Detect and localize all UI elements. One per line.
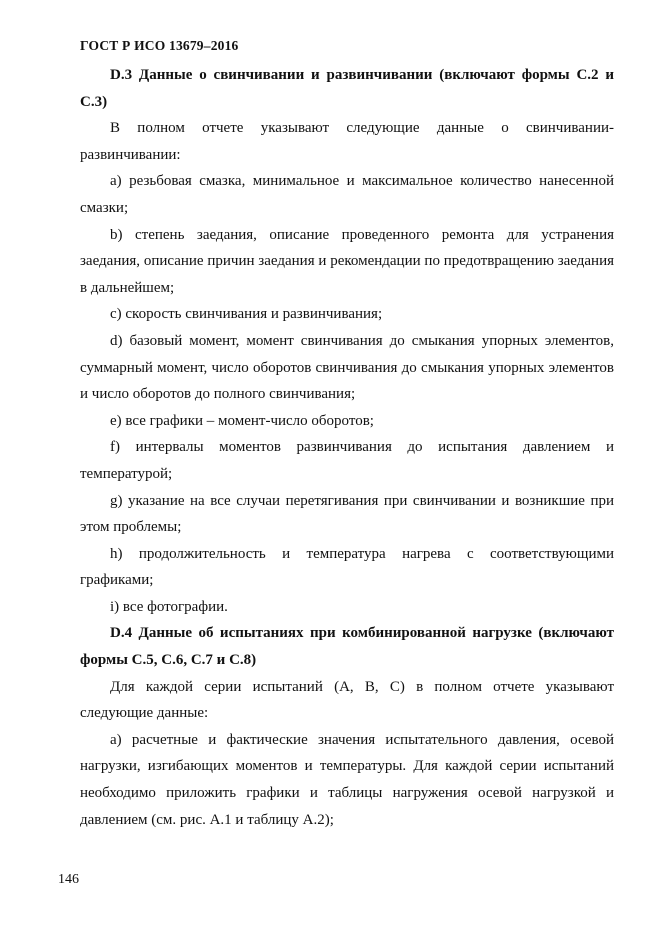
section-heading-d3: D.3 Данные о свинчивании и развинчивании (включают формы C.2 и C.3) (80, 67, 614, 110)
list-item: a) расчетные и фактические значения испытательного давления, осевой нагрузки, изгибающих моментов и температуры. Для каждой серии испытаний необходимо приложить графики и таблицы нагружения осевой нагрузкой и давлением (см. рис. A.1 и таблицу A.2); (80, 731, 614, 828)
section-heading-d4: D.4 Данные об испытаниях при комбинированной нагрузке (включают формы C.5, C.6, C.7 и C.8) (80, 625, 614, 669)
list-item: b) степень заедания, описание проведенного ремонта для устранения заедания, описание причин заедания и рекомендации по предотвращению заедания в дальнейшем; (80, 226, 614, 296)
list-item: e) все графики – момент-число оборотов; (110, 412, 374, 429)
paragraph: В полном отчете указывают следующие данные о свинчивании-развинчивании: (80, 120, 614, 163)
standard-header: ГОСТ Р ИСО 13679–2016 (80, 38, 239, 53)
list-item: d) базовый момент, момент свинчивания до смыкания упорных элементов, суммарный момент, число оборотов свинчивания до смыкания упорных элементов и число оборотов до полного свинчивания; (80, 332, 614, 403)
list-item: c) скорость свинчивания и развинчивания; (110, 306, 383, 323)
list-item: g) указание на все случаи перетягивания при свинчивании и возникшие при этом проблемы; (80, 492, 614, 536)
list-item: h) продолжительность и температура нагрева с соответствующими графиками; (80, 545, 614, 589)
page-number: 146 (58, 872, 79, 887)
paragraph: Для каждой серии испытаний (A, B, C) в полном отчете указывают следующие данные: (80, 678, 614, 722)
list-item: f) интервалы моментов развинчивания до испытания давлением и температурой; (80, 439, 614, 482)
list-item: a) резьбовая смазка, минимальное и максимальное количество нанесенной смазки; (80, 173, 614, 216)
list-item: i) все фотографии. (110, 598, 228, 615)
body-text (80, 62, 614, 833)
